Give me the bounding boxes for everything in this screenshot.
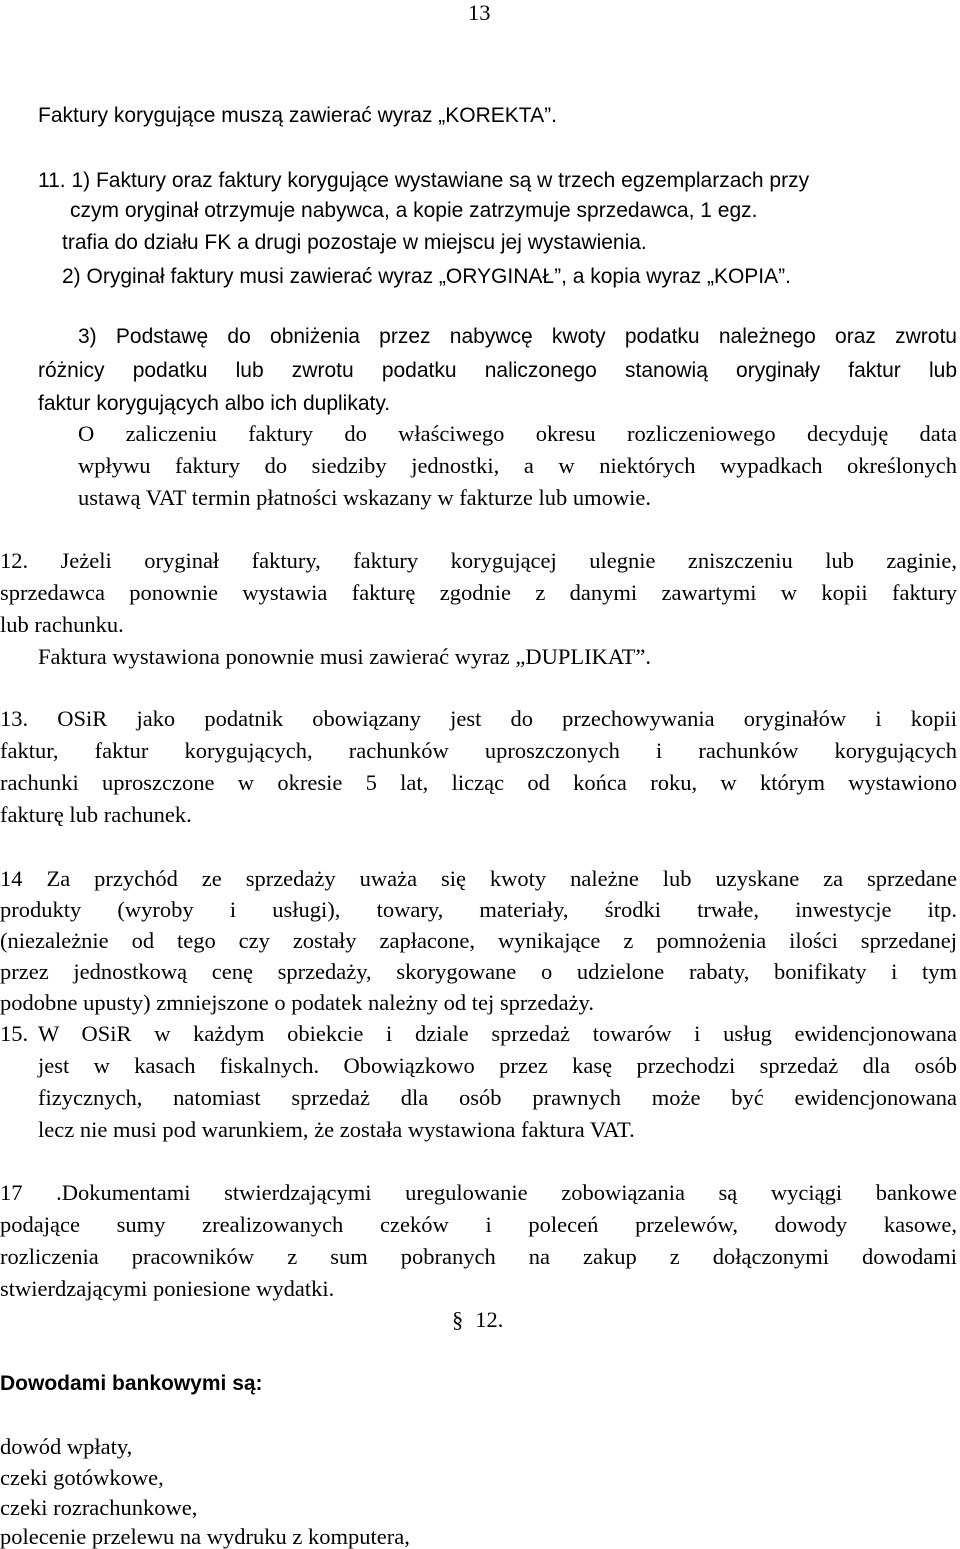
section-11-p3-line2: różnicy podatku lub zwrotu podatku naliczonego stanowią oryginały faktur lub <box>38 359 957 382</box>
section-11-p4-line1: O zaliczeniu faktury do właściwego okresu rozliczeniowego decyduję data <box>78 421 957 446</box>
section-11-p1-line2: czym oryginał otrzymuje nabywca, a kopie zatrzymuje sprzedawca, 1 egz. <box>70 199 758 222</box>
section-15-number: 15. <box>0 1021 29 1046</box>
section-13-line4: fakturę lub rachunek. <box>0 802 192 827</box>
bank-doc-item: dowód wpłaty, <box>0 1434 133 1459</box>
section-12-line2: sprzedawca ponownie wystawia fakturę zgodnie z danymi zawartymi w kopii faktury <box>0 580 957 605</box>
section-12-line4: Faktura wystawiona ponownie musi zawierać wyraz „DUPLIKAT”. <box>38 644 651 669</box>
section-11-p3-line3: faktur korygujących albo ich duplikaty. <box>38 392 391 415</box>
section-11-p4-line2: wpływu faktury do siedziby jednostki, a w niektórych wypadkach określonych <box>78 453 957 478</box>
section-15-line3: fizycznych, natomiast sprzedaż dla osób prawnych może być ewidencjonowana <box>38 1085 957 1110</box>
section-14-line5: podobne upusty) zmniejszone o podatek należny od tej sprzedaży. <box>0 990 594 1015</box>
section-17-line1: 17 .Dokumentami stwierdzającymi uregulowanie zobowiązania są wyciągi bankowe <box>0 1180 957 1205</box>
paragraph-heading <box>452 1309 503 1332</box>
section-14-line1: 14 Za przychód ze sprzedaży uważa się kwoty należne lub uzyskane za sprzedane <box>0 866 957 891</box>
section-17-line4: stwierdzającymi poniesione wydatki. <box>0 1276 335 1301</box>
section-13-line2: faktur, faktur korygujących, rachunków uproszczonych i rachunków korygujących <box>0 738 957 763</box>
section-12-line1: 12. Jeżeli oryginał faktury, faktury korygującej ulegnie zniszczeniu lub zaginie, <box>0 548 957 573</box>
section-15-line4: lecz nie musi pod warunkiem, że została wystawiona faktura VAT. <box>38 1117 635 1142</box>
bank-doc-item: polecenie przelewu na wydruku z komputera, <box>0 1524 410 1549</box>
section-11-p1-line1: 11. 1) Faktury oraz faktury korygujące wystawiane są w trzech egzemplarzach przy <box>38 169 810 192</box>
section-11-p1-line3: trafia do działu FK a drugi pozostaje w miejscu jej wystawienia. <box>62 231 647 254</box>
section-14-line2: produkty (wyroby i usługi), towary, materiały, środki trwałe, inwestycje itp. <box>0 897 957 922</box>
bank-doc-item: czeki gotówkowe, <box>0 1465 164 1490</box>
section-13-line1: 13. OSiR jako podatnik obowiązany jest do przechowywania oryginałów i kopii <box>0 706 957 731</box>
page-number: 13 <box>468 0 491 25</box>
section-11-p3-line1: 3) Podstawę do obniżenia przez nabywcę kwoty podatku należnego oraz zwrotu <box>78 325 957 348</box>
section-14-line4: przez jednostkową cenę sprzedaży, skorygowane o udzielone rabaty, bonifikaty i tym <box>0 959 957 984</box>
section-15-line2: jest w kasach fiskalnych. Obowiązkowo przez kasę przechodzi sprzedaż dla osób <box>38 1053 957 1078</box>
section-15-line1: W OSiR w każdym obiekcie i dziale sprzedaż towarów i usług ewidencjonowana <box>38 1021 957 1046</box>
section-17-line3: rozliczenia pracowników z sum pobranych na zakup z dołączonymi dowodami <box>0 1244 957 1269</box>
bank-docs-heading: Dowodami bankowymi są: <box>0 1372 263 1395</box>
paragraph-number: 12. <box>475 1307 504 1332</box>
section-11-p4-line3: ustawą VAT termin płatności wskazany w fakturze lub umowie. <box>78 485 652 510</box>
section-sign-icon: § <box>452 1307 464 1332</box>
section-13-line3: rachunki uproszczone w okresie 5 lat, licząc od końca roku, w którym wystawiono <box>0 770 957 795</box>
section-17-line2: podające sumy zrealizowanych czeków i poleceń przelewów, dowody kasowe, <box>0 1212 957 1237</box>
section-14-line3: (niezależnie od tego czy zostały zapłacone, wynikające z pomnożenia ilości sprzedanej <box>0 928 957 953</box>
section-12-line3: lub rachunku. <box>0 612 124 637</box>
korekta-requirement: Faktury korygujące muszą zawierać wyraz „KOREKTA”. <box>38 104 557 127</box>
bank-doc-item: czeki rozrachunkowe, <box>0 1495 198 1520</box>
section-11-p2: 2) Oryginał faktury musi zawierać wyraz „ORYGINAŁ”, a kopia wyraz „KOPIA”. <box>62 265 791 288</box>
